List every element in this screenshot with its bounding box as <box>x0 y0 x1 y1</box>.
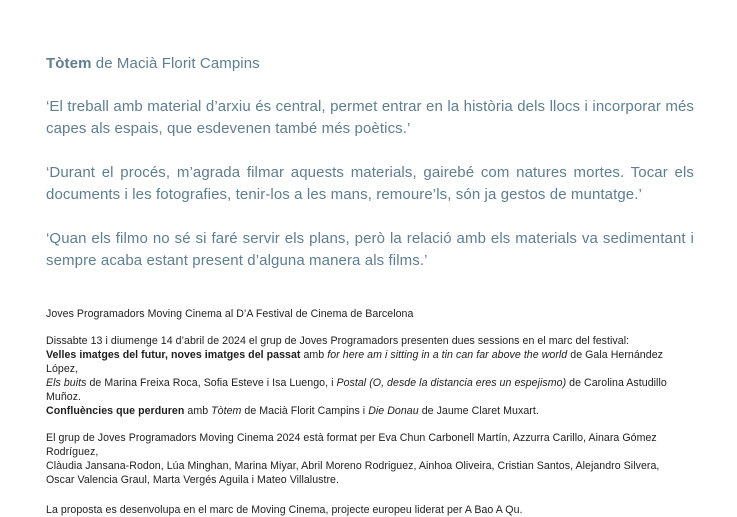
info-heading: Joves Programadors Moving Cinema al D’A Festival de Cinema de Barcelona <box>46 308 414 320</box>
text-segment: Dissabte 13 i diumenge 14 d’abril de 2024 el grup de Joves Programadors presenten dues sessions en el marc del festival: <box>46 335 630 347</box>
closing-line: La proposta es desenvolupa en el marc de Moving Cinema, projecte europeu liderat per A Bao A Qu. <box>46 504 523 516</box>
text-segment: Clàudia Jansana-Rodon, Lúa Minghan, Marina Miyar, Abril Moreno Rodriguez, Ainhoa Oliveira, Cristian Santos, Alejandro Silvera, <box>46 460 660 472</box>
text-segment: Oscar Valencia Graul, Marta Vergés Aguila i Mateo Villalustre. <box>46 474 339 486</box>
quote-2: ‘Durant el procés, m’agrada filmar aquests materials, gairebé com natures mortes. Tocar els documents i les fotografies, tenir-los a les mans, remoure’ls, són ja gestos de muntatge.’ <box>46 164 694 203</box>
text-segment: de Jaume Claret Muxart. <box>418 405 539 417</box>
quote-3: ‘Quan els filmo no sé si faré servir els plans, però la relació amb els materials va sedimentant i sempre acaba estant present d’alguna manera als films.’ <box>46 230 694 269</box>
festival-paragraph <box>46 334 692 418</box>
text-segment: Velles imatges del futur, noves imatges del passat <box>46 349 301 361</box>
text-segment: de Macià Florit Campins i <box>241 405 369 417</box>
text-segment: de Carolina Astudillo Muñoz. <box>46 377 667 403</box>
text-segment: de Marina Freixa Roca, Sofia Esteve i Isa Luengo, i <box>86 377 337 389</box>
text-segment: Tòtem <box>211 405 242 417</box>
text-segment: de Gala Hernández López, <box>46 349 663 375</box>
quote-1: ‘El treball amb material d’arxiu és central, permet entrar en la història dels llocs i incorporar més capes als espais, que esdevenen també més poètics.’ <box>46 98 694 137</box>
text-segment: Postal (O, desde la distancia eres un espejismo) <box>336 377 567 389</box>
text-segment: for here am i sitting in a tin can far above the world <box>327 349 568 361</box>
text-segment: amb <box>184 405 212 417</box>
info-section <box>46 307 692 517</box>
text-segment: Die Donau <box>368 405 419 417</box>
work-title: Tòtem <box>46 55 92 72</box>
text-segment: Confluències que perduren <box>46 405 185 417</box>
text-segment: El grup de Joves Programadors Moving Cinema 2024 està format per Eva Chun Carbonell Martín, Azzurra Carillo, Ainara Gómez Rodríguez, <box>46 432 657 458</box>
title-author: de Macià Florit Campins <box>91 55 260 72</box>
page-title <box>46 54 692 73</box>
text-segment: amb <box>300 349 328 361</box>
names-paragraph <box>46 431 692 487</box>
text-segment: Els buits <box>46 377 87 389</box>
